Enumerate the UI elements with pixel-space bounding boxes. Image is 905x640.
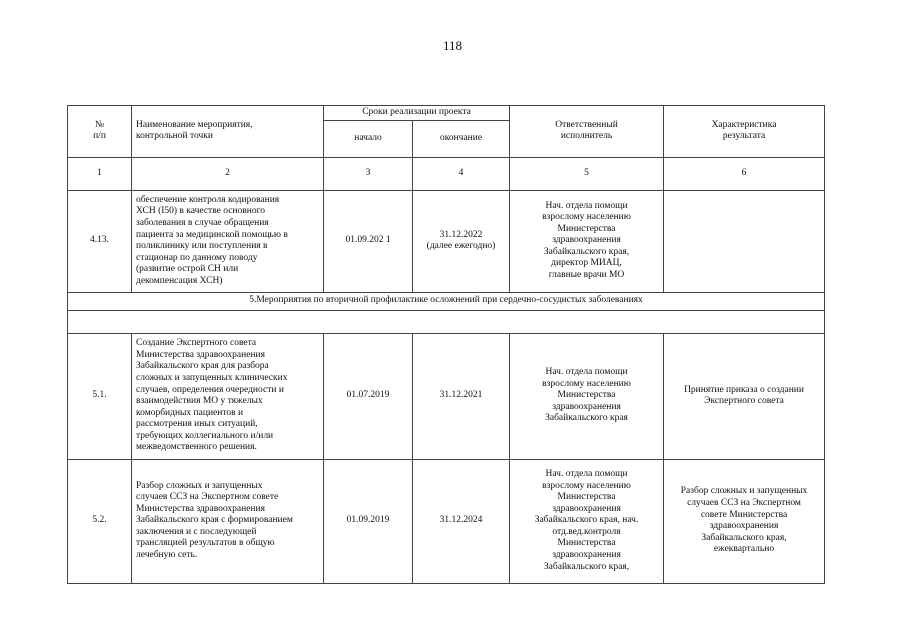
header-start: начало [324, 120, 413, 157]
activities-table [67, 105, 825, 584]
col-number: 6 [664, 157, 825, 190]
header-responsible: Ответственный исполнитель [510, 106, 664, 158]
col-number: 2 [132, 157, 324, 190]
row-start: 01.09.2019 [324, 459, 413, 583]
row-responsible: Нач. отдела помощи взрослому населению Министерства здравоохранения Забайкальского края [510, 333, 664, 459]
row-responsible: Нач. отдела помощи взрослому населению Министерства здравоохранения Забайкальского края, директор МИАЦ, главные врачи МО [510, 190, 664, 292]
header-end: окончание [413, 120, 510, 157]
col-number: 5 [510, 157, 664, 190]
row-end: 31.12.2021 [413, 333, 510, 459]
header-result: Характеристика результата [664, 106, 825, 158]
row-end: 31.12.2022 (далее ежегодно) [413, 190, 510, 292]
row-result: Принятие приказа о создании Экспертного совета [664, 333, 825, 459]
row-name: Создание Экспертного совета Министерства здравоохранения Забайкальского края для разбора сложных и запущенных клинических случаев, определения очередности и взаимодействия МО у тяжелых коморбидных пациентов и рассмотрения иных ситуаций, требующих коллегиального и/или межведомственного решения. [132, 333, 324, 459]
row-num: 5.1. [68, 333, 132, 459]
row-num: 5.2. [68, 459, 132, 583]
row-result: Разбор сложных и запущенных случаев ССЗ на Экспертном совете Министерства здравоохранения Забайкальского края, ежеквартально [664, 459, 825, 583]
row-start: 01.07.2019 [324, 333, 413, 459]
row-responsible: Нач. отдела помощи взрослому населению Министерства здравоохранения Забайкальского края, нач. отд.вед.контроля Министерства здравоохранения Забайкальского края, [510, 459, 664, 583]
section-title: 5.Мероприятия по вторичной профилактике осложнений при сердечно-сосудистых заболеваниях [68, 292, 825, 310]
empty-row [68, 310, 825, 333]
row-name: обеспечение контроля кодирования ХСН (I50) в качестве основного заболевания в случае обращения пациента за медицинской помощью в поликлинику или поступления в стационар по данному поводу (развитие острой СН или декомпенсация ХСН) [132, 190, 324, 292]
header-period: Сроки реализации проекта [324, 106, 510, 121]
page-number: 118 [442, 38, 463, 53]
header-row-1 [68, 106, 825, 121]
col-number: 4 [413, 157, 510, 190]
row-result [664, 190, 825, 292]
row-end: 31.12.2024 [413, 459, 510, 583]
col-number: 1 [68, 157, 132, 190]
header-num: № п/п [68, 106, 132, 158]
section-row [68, 292, 825, 310]
table-row [68, 333, 825, 459]
table-row [68, 459, 825, 583]
column-numbers-row [68, 157, 825, 190]
col-number: 3 [324, 157, 413, 190]
row-num: 4.13. [68, 190, 132, 292]
header-name: Наименование мероприятия, контрольной точки [132, 106, 324, 158]
row-name: Разбор сложных и запущенных случаев ССЗ на Экспертном совете Министерства здравоохранения Забайкальского края с формированием заключения и с последующей трансляцией результатов в общую лечебную сеть. [132, 459, 324, 583]
table-row [68, 190, 825, 292]
row-start: 01.09.202 1 [324, 190, 413, 292]
empty-cell [68, 310, 825, 333]
